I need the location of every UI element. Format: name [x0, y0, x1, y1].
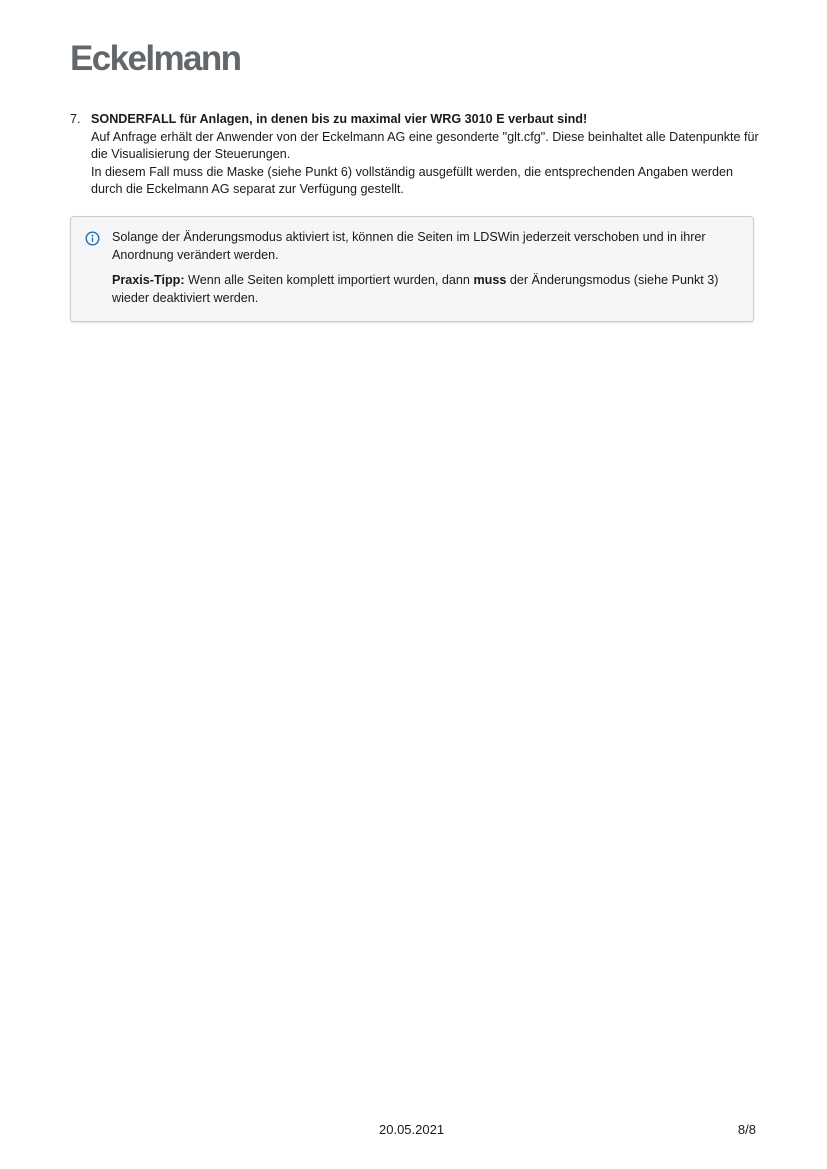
list-item-paragraph-1: Auf Anfrage erhält der Anwender von der Eckelmann AG eine gesonderte "glt.cfg". Diese beinhaltet alle Datenpunkte für die Visualisierung der Steuerungen. — [91, 129, 759, 162]
list-item-body — [91, 111, 760, 199]
practice-tip-emphasis: muss — [473, 273, 507, 288]
info-panel — [70, 216, 754, 322]
footer-date: 20.05.2021 — [379, 1122, 445, 1137]
info-panel-text — [112, 229, 742, 307]
page-number: 8/8 — [737, 1122, 756, 1137]
list-item-7 — [70, 111, 760, 199]
practice-tip — [112, 272, 742, 307]
practice-tip-label: Praxis-Tipp: — [112, 273, 185, 288]
list-item-paragraph-2: In diesem Fall muss die Maske (siehe Punkt 6) vollständig ausgefüllt werden, die entsprechenden Angaben werden durch die Eckelmann AG separat zur Verfügung gestellt. — [91, 164, 733, 197]
list-item-number: 7. — [70, 112, 81, 126]
info-icon — [85, 231, 100, 246]
list-item-heading: SONDERFALL für Anlagen, in denen bis zu maximal vier WRG 3010 E verbaut sind! — [91, 112, 588, 126]
company-logo: Eckelmann — [70, 39, 241, 78]
info-panel-paragraph: Solange der Änderungsmodus aktiviert ist, können die Seiten im LDSWin jederzeit verschoben und in ihrer Anordnung verändert werden. — [112, 230, 706, 262]
practice-tip-text-before: Wenn alle Seiten komplett importiert wurden, dann — [184, 273, 474, 288]
practice-tip-text-after: der Änderungsmodus (siehe Punkt 3) wieder deaktiviert werden. — [112, 273, 719, 305]
